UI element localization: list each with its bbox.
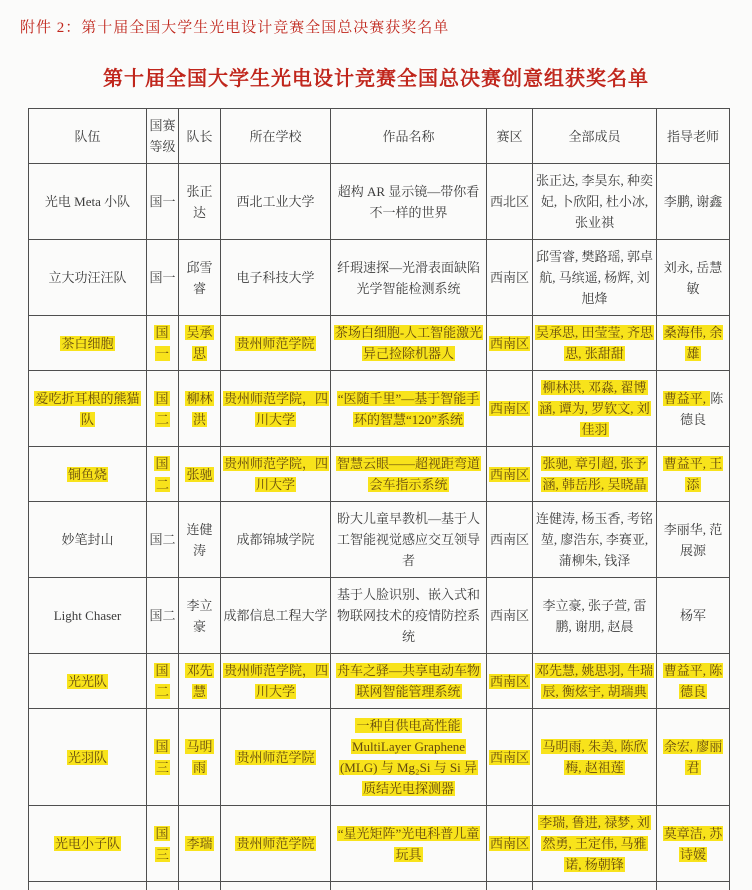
awards-table <box>28 108 730 890</box>
cell-captain <box>179 806 221 882</box>
cell-region <box>487 806 533 882</box>
cell-work <box>331 654 487 709</box>
cell-school-empty <box>221 882 331 890</box>
plain-text: 国二 <box>149 608 175 623</box>
highlighted-text: 西南区 <box>489 674 530 689</box>
cell-members <box>533 654 657 709</box>
cell-school <box>221 709 331 806</box>
header-cell-region: 赛区 <box>487 109 533 164</box>
plain-text: 李立豪, 张子萱, 雷鹏, 谢朋, 赵晨 <box>542 598 646 634</box>
cell-work <box>331 447 487 502</box>
plain-text: 国一 <box>149 270 175 285</box>
plain-text: 张正达 <box>186 184 212 220</box>
cell-work <box>331 316 487 371</box>
highlighted-text: 邓先慧, 姚思羽, 牛瑞辰, 衡炫宇, 胡瑞典 <box>535 663 654 699</box>
cell-captain <box>179 447 221 502</box>
plain-text: 西南区 <box>490 608 529 623</box>
cell-school <box>221 654 331 709</box>
highlighted-text: 马明雨 <box>185 739 213 775</box>
header-cell-teachers: 指导老师 <box>657 109 730 164</box>
cell-region <box>487 654 533 709</box>
cell-captain-empty <box>179 882 221 890</box>
highlighted-text: 贵州师范学院，四川大学 <box>223 456 329 492</box>
highlighted-text: 西南区 <box>489 750 530 765</box>
plain-text: 立大功汪汪队 <box>48 270 126 285</box>
cell-team <box>29 447 147 502</box>
cell-members-empty <box>533 882 657 890</box>
cell-school <box>221 164 331 240</box>
highlighted-text: 余宏, 廖丽君 <box>663 739 724 775</box>
cell-school <box>221 316 331 371</box>
cell-level <box>147 447 179 502</box>
highlighted-text: “医随千里”—基于智能手环的智慧“120”系统 <box>337 391 481 427</box>
cell-work-empty <box>331 882 487 890</box>
plain-text: 西北工业大学 <box>236 194 314 209</box>
highlighted-text: 桑海伟, 余雄 <box>663 325 724 361</box>
cell-members <box>533 371 657 447</box>
cell-work <box>331 371 487 447</box>
cell-team <box>29 164 147 240</box>
cell-team <box>29 371 147 447</box>
cell-team <box>29 240 147 316</box>
plain-text: 纤瑕速探—光滑表面缺陷光学智能检测系统 <box>337 260 480 296</box>
cell-team <box>29 502 147 578</box>
highlighted-text: 西南区 <box>489 467 530 482</box>
highlighted-text: 贵州师范学院 <box>235 836 315 851</box>
cell-teachers <box>657 240 730 316</box>
cell-work <box>331 164 487 240</box>
table-row <box>29 709 730 806</box>
cell-members <box>533 502 657 578</box>
highlighted-text: 曹益平, 陈德良 <box>663 663 724 699</box>
table-row <box>29 371 730 447</box>
table-row <box>29 240 730 316</box>
plain-text: 电子科技大学 <box>236 270 314 285</box>
cell-teachers <box>657 502 730 578</box>
highlighted-text: 一种自供电高性能 MultiLayer Graphene (MLG) 与 Mg₂Si 与 Si 异质结光电探测器 <box>339 718 478 796</box>
cell-level <box>147 502 179 578</box>
cell-teachers-empty <box>657 882 730 890</box>
highlighted-text: 贵州师范学院 <box>235 750 315 765</box>
cell-captain <box>179 709 221 806</box>
cell-captain <box>179 164 221 240</box>
cell-members <box>533 240 657 316</box>
plain-text: 张正达, 李昊东, 种奕妃, 卜欣阳, 杜小冰, 张业祺 <box>536 173 653 230</box>
plain-text: 国二 <box>149 532 175 547</box>
highlighted-text: 国一 <box>154 325 170 361</box>
cell-region <box>487 578 533 654</box>
cell-level <box>147 371 179 447</box>
cell-region <box>487 447 533 502</box>
highlighted-text: 李瑞 <box>185 836 213 851</box>
highlighted-text: 柳林洪 <box>185 391 213 427</box>
cell-team <box>29 578 147 654</box>
highlighted-text: 曹益平, <box>663 391 711 406</box>
highlighted-text: 西南区 <box>489 401 530 416</box>
table-row <box>29 164 730 240</box>
plain-text: 邱雪睿 <box>186 260 212 296</box>
cell-level <box>147 709 179 806</box>
table-row <box>29 806 730 882</box>
cell-level-empty <box>147 882 179 890</box>
highlighted-text: 国二 <box>154 663 170 699</box>
cell-captain <box>179 502 221 578</box>
cell-captain <box>179 578 221 654</box>
cell-members <box>533 316 657 371</box>
highlighted-text: 曹益平, 王添 <box>663 456 724 492</box>
plain-text: 邱雪睿, 樊路瑶, 郭卓航, 马缤遥, 杨辉, 刘旭烽 <box>536 249 653 306</box>
plain-text: 连健涛 <box>186 522 212 558</box>
table-row <box>29 502 730 578</box>
cell-region <box>487 316 533 371</box>
document-page <box>0 16 752 890</box>
plain-text: 国一 <box>149 194 175 209</box>
plain-text: 李丽华, 范展源 <box>664 522 723 558</box>
cell-region <box>487 502 533 578</box>
highlighted-text: 邓先慧 <box>185 663 213 699</box>
cell-level <box>147 164 179 240</box>
highlighted-text: 国二 <box>154 456 170 492</box>
plain-text: 李鹏, 谢鑫 <box>664 194 723 209</box>
cell-region <box>487 371 533 447</box>
cell-members <box>533 447 657 502</box>
cell-school <box>221 371 331 447</box>
table-title: 第十届全国大学生光电设计竞赛全国总决赛创意组获奖名单 <box>0 62 752 91</box>
cell-work <box>331 240 487 316</box>
plain-text: 基于人脸识别、嵌入式和物联网技术的疫情防控系统 <box>337 587 480 644</box>
highlighted-text: 光电小子队 <box>54 836 121 851</box>
cell-region <box>487 240 533 316</box>
highlighted-text: 西南区 <box>489 336 530 351</box>
cell-teachers <box>657 371 730 447</box>
cell-teachers <box>657 447 730 502</box>
cell-members <box>533 709 657 806</box>
plain-text: 西北区 <box>490 194 529 209</box>
table-row <box>29 447 730 502</box>
highlighted-text: 爱吃折耳根的熊猫队 <box>34 391 140 427</box>
highlighted-text: 贵州师范学院，四川大学 <box>223 391 329 427</box>
cell-team <box>29 806 147 882</box>
highlighted-text: 莫章洁, 苏诗媛 <box>663 826 724 862</box>
plain-text: 陈德良 <box>680 391 723 427</box>
cell-captain <box>179 240 221 316</box>
cell-captain <box>179 654 221 709</box>
highlighted-text: 光光队 <box>67 674 108 689</box>
plain-text: Light Chaser <box>54 608 122 623</box>
highlighted-text: 智慧云眼——超视距弯道会车指示系统 <box>336 456 481 492</box>
cell-school <box>221 447 331 502</box>
header-row <box>29 109 730 164</box>
highlighted-text: 国三 <box>154 739 170 775</box>
plain-text: 西南区 <box>490 532 529 547</box>
highlighted-text: 吴承思 <box>185 325 213 361</box>
cell-region <box>487 709 533 806</box>
plain-text: 光电 Meta 小队 <box>45 194 130 209</box>
cell-captain <box>179 371 221 447</box>
cell-members <box>533 578 657 654</box>
cell-region-empty <box>487 882 533 890</box>
cell-school <box>221 502 331 578</box>
highlighted-text: 茶场白细胞-人工智能激光异己捡除机器人 <box>334 325 483 361</box>
highlighted-text: 国二 <box>154 391 170 427</box>
cell-team <box>29 654 147 709</box>
plain-text: 盼大儿童早教机—基于人工智能视觉感应交互领导者 <box>337 511 480 568</box>
cell-teachers <box>657 164 730 240</box>
table-header <box>29 109 730 164</box>
partial-next-row <box>29 882 730 890</box>
cell-team <box>29 709 147 806</box>
header-cell-team: 队伍 <box>29 109 147 164</box>
highlighted-text: 柳林洪, 邓淼, 翟博涵, 谭为, 罗钦文, 刘佳羽 <box>538 380 651 437</box>
cell-work <box>331 578 487 654</box>
cell-members <box>533 164 657 240</box>
table-body <box>29 164 730 890</box>
highlighted-text: 贵州师范学院 <box>235 336 315 351</box>
cell-work <box>331 709 487 806</box>
header-cell-work: 作品名称 <box>331 109 487 164</box>
cell-teachers <box>657 709 730 806</box>
cell-members <box>533 806 657 882</box>
cell-school <box>221 240 331 316</box>
header-cell-captain: 队长 <box>179 109 221 164</box>
plain-text: 成都信息工程大学 <box>223 608 327 623</box>
highlighted-text: 马明雨, 朱美, 陈欣梅, 赵祖莲 <box>541 739 647 775</box>
table-row <box>29 316 730 371</box>
highlighted-text: 铜鱼烧 <box>67 467 108 482</box>
header-cell-school: 所在学校 <box>221 109 331 164</box>
cell-teachers <box>657 806 730 882</box>
highlighted-text: 西南区 <box>489 836 530 851</box>
cell-level <box>147 316 179 371</box>
plain-text: 李立豪 <box>186 598 212 634</box>
table-row <box>29 654 730 709</box>
plain-text: 刘永, 岳慧敏 <box>664 260 723 296</box>
cell-level <box>147 578 179 654</box>
highlighted-text: 张驰, 章引超, 张予涵, 韩岳彤, 吴晓晶 <box>541 456 647 492</box>
plain-text: 西南区 <box>490 270 529 285</box>
highlighted-text: 李瑞, 鲁进, 禄梦, 刘然勇, 王定伟, 马雅诺, 杨朝锋 <box>538 815 651 872</box>
cell-school <box>221 578 331 654</box>
cell-region <box>487 164 533 240</box>
highlighted-text: “星光矩阵”光电科普儿童玩具 <box>337 826 481 862</box>
cell-level <box>147 654 179 709</box>
table-row <box>29 578 730 654</box>
cell-school <box>221 806 331 882</box>
cell-level <box>147 806 179 882</box>
plain-text: 超构 AR 显示镜—带你看不一样的世界 <box>338 184 480 220</box>
cell-captain <box>179 316 221 371</box>
cell-work <box>331 502 487 578</box>
header-cell-level: 国赛等级 <box>147 109 179 164</box>
cell-work <box>331 806 487 882</box>
cell-teachers <box>657 316 730 371</box>
cell-teachers <box>657 654 730 709</box>
cell-teachers <box>657 578 730 654</box>
cell-level <box>147 240 179 316</box>
header-cell-members: 全部成员 <box>533 109 657 164</box>
plain-text: 杨军 <box>680 608 706 623</box>
plain-text: 妙笔封山 <box>61 532 113 547</box>
highlighted-text: 国三 <box>154 826 170 862</box>
attachment-heading: 附件 2：第十届全国大学生光电设计竞赛全国总决赛获奖名单 <box>20 16 752 37</box>
plain-text: 连健涛, 杨玉香, 考铭堃, 廖浩东, 李赛亚, 蒲柳朱, 钱泽 <box>536 511 653 568</box>
highlighted-text: 光羽队 <box>67 750 108 765</box>
highlighted-text: 舟车之驿—共享电动车物联网智能管理系统 <box>336 663 481 699</box>
highlighted-text: 贵州师范学院，四川大学 <box>223 663 329 699</box>
plain-text: 成都锦城学院 <box>236 532 314 547</box>
cell-team-empty <box>29 882 147 890</box>
cell-team <box>29 316 147 371</box>
highlighted-text: 茶白细胞 <box>60 336 114 351</box>
highlighted-text: 张驰 <box>185 467 213 482</box>
highlighted-text: 吴承思, 田莹莹, 齐思思, 张甜甜 <box>535 325 654 361</box>
